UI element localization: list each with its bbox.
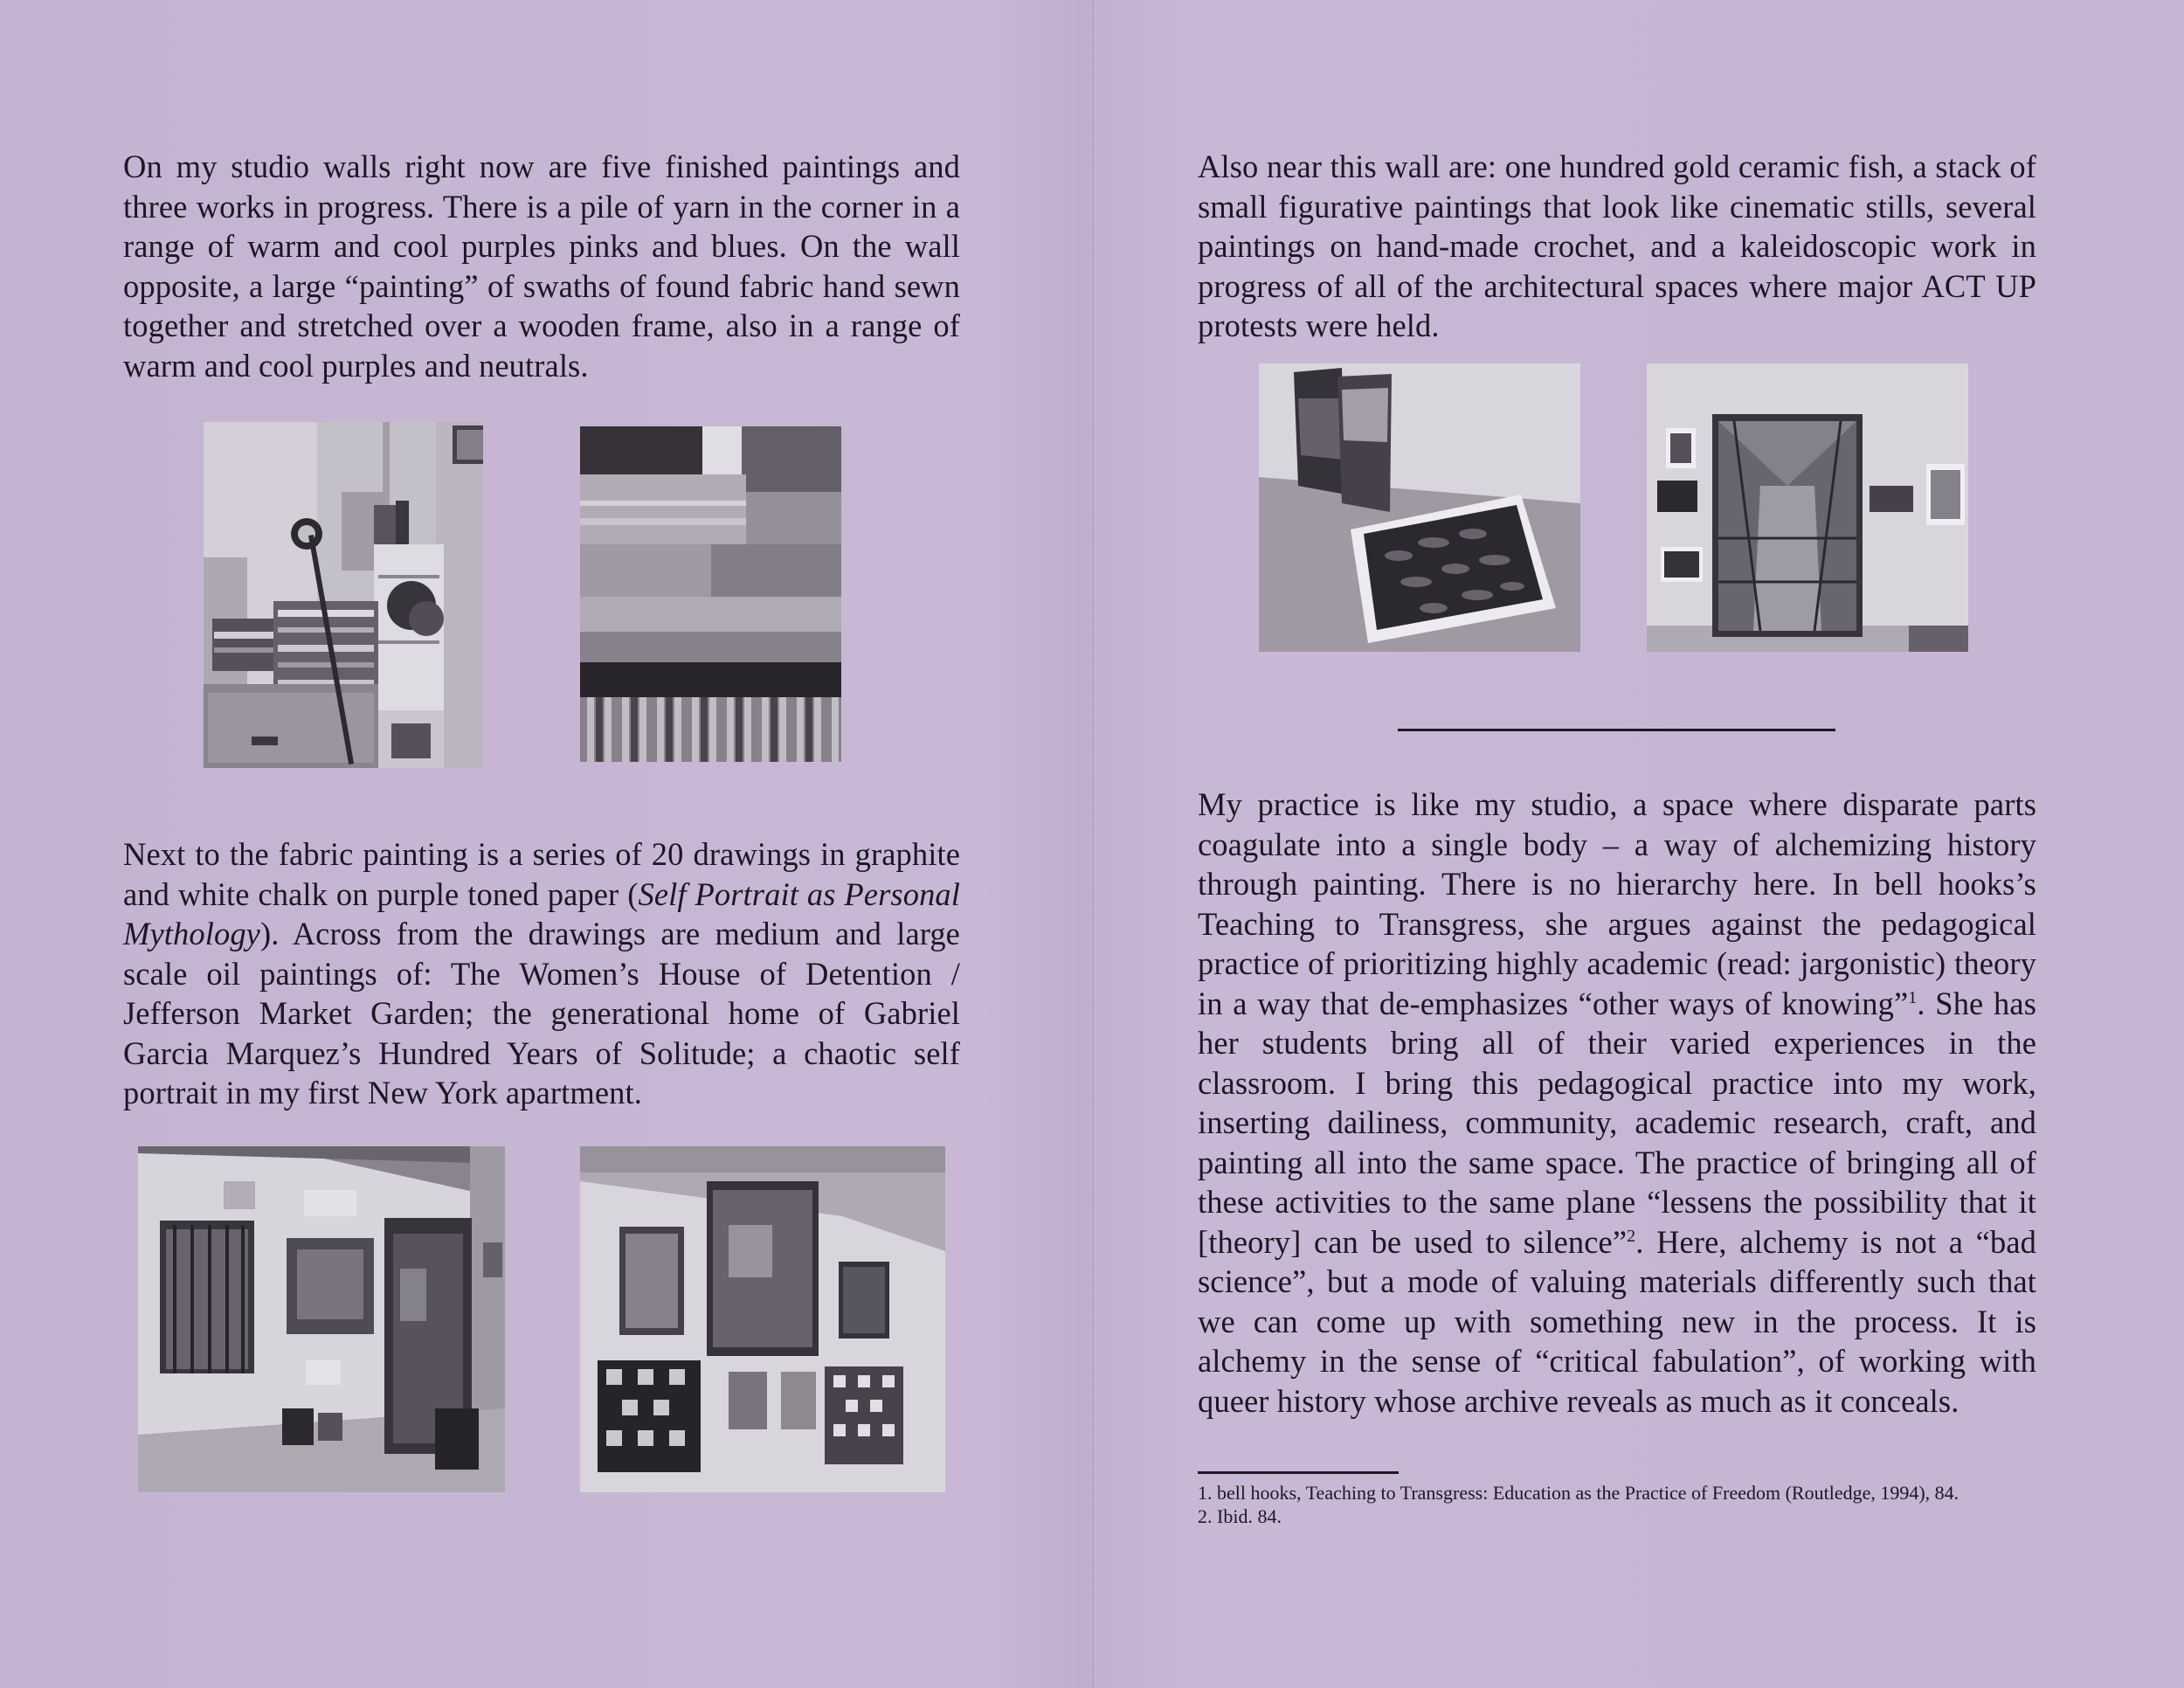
paragraph-text-a: My practice is like my studio, a space where disparate parts coagulate into a single body – a way of alchemizing history through painting. There is no hierarchy here. In bell hooks’s Teaching to Transgress, she argues against the pedagogical practice of prioritizing highly academic (read: jargonistic) theory in a way that de-emphasizes “other ways of knowing” — [1198, 786, 2036, 1021]
cathedral-painting-photo — [1647, 363, 1968, 652]
paragraph-2-text-before: Next to the fabric painting is a series of 20 drawings in graphite and white chalk on purple toned paper ( — [123, 836, 960, 912]
right-paragraph-1: Also near this wall are: one hundred gold ceramic fish, a stack of small figurative paintings that look like cinematic stills, several paintings on hand-made crochet, and a kaleidoscopic work in progress of all of the architectural spaces where major ACT UP protests were held. — [1198, 149, 2036, 343]
fabric-painting-photo — [580, 426, 841, 762]
footnote-ref-1: 1 — [1908, 987, 1918, 1007]
right-page — [1092, 0, 2184, 1688]
paragraph-text-c: . Here, alchemy is not a “bad science”, but a mode of valuing materials differently such that we can come up with something new in the process. It is alchemy in the sense of “critical fabulation”, of working with queer history whose archive reveals as much as it conceals. — [1198, 1223, 2036, 1419]
right-paragraph-2 — [1198, 785, 2036, 1421]
footnote-ref-2: 2 — [1627, 1226, 1636, 1246]
footnotes — [1198, 1481, 2036, 1528]
footnote-1: 1. bell hooks, Teaching to Transgress: Education as the Practice of Freedom (Routledge, 1994), 84. — [1198, 1482, 1959, 1504]
section-divider — [1398, 729, 1835, 731]
drawing-series-title: Self Portrait as Personal Mythology — [123, 875, 961, 951]
studio-wall-paintings-photo — [138, 1146, 505, 1492]
footnote-2: 2. Ibid. 84. — [1198, 1505, 1282, 1527]
left-paragraph-2 — [123, 834, 960, 1113]
paragraph-2-text-after: ). Across from the drawings are medium and large scale oil paintings of: The Women’s House of Detention / Jefferson Market Garden; the generational home of Gabriel Garcia Marquez’s Hundred Years of Solitude; a chaotic self portrait in my first New York apartment. — [123, 916, 960, 1110]
ceramic-fish-photo — [1259, 363, 1580, 652]
studio-shelf-photo — [204, 422, 483, 768]
left-paragraph-1: On my studio walls right now are five finished paintings and three works in progress. There is a pile of yarn in the corner in a range of warm and cool purples pinks and blues. On the wall opposite, a large “painting” of swaths of found fabric hand sewn together and stretched over a wooden frame, also in a range of warm and cool purples and neutrals. — [123, 149, 960, 384]
paragraph-text-b: . She has her students bring all of their varied experiences in the classroom. I bring this pedagogical practice into my work, inserting dailiness, community, academic research, craft, and painting all into the same space. The practice of bringing all of these activities to the same plane “lessens the possibility that it [theory] can be used to silence” — [1198, 985, 2036, 1260]
studio-wall-crochet-photo — [580, 1146, 945, 1492]
footnote-rule — [1198, 1471, 1399, 1474]
